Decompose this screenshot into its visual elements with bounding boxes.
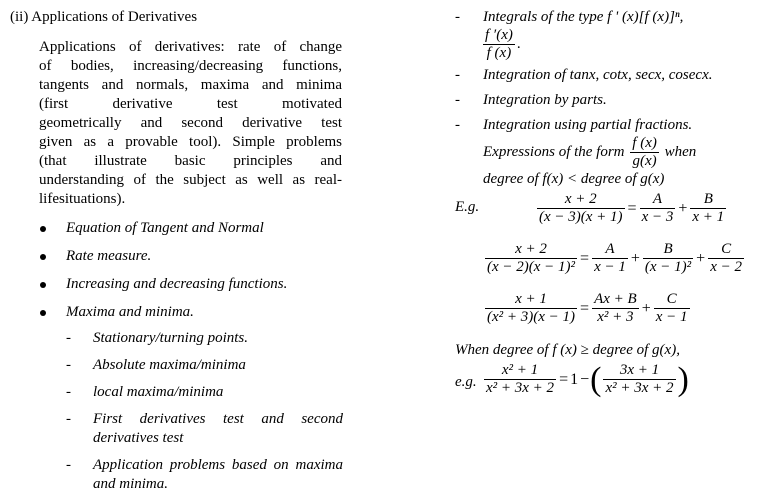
- bullet-dot-icon: [40, 310, 46, 316]
- intro-line: (first derivative test motivated: [39, 96, 342, 112]
- section-heading: (ii) Applications of Derivatives: [10, 9, 198, 25]
- bullet-dot-icon: [40, 282, 46, 288]
- sub-item: - Stationary/turning points.: [66, 330, 249, 346]
- bullet-dot-icon: [40, 226, 46, 232]
- example-equation-2: $\frac{x + 2}{\text{(x − 2)(x − 1)²}}$ = $\frac{A}{x - 1}$ + $\frac{B}{\text{(x − 1)²}}$ + $\frac{C}{x - 2}$: [487, 241, 742, 275]
- trig-integration-item: - Integration of tanx, cotx, secx, cosecx.: [455, 67, 713, 83]
- dash-icon: -: [455, 9, 460, 25]
- when-degree-text: When degree of f (x) ≥ degree of g(x),: [455, 342, 680, 358]
- dash-icon: -: [66, 411, 71, 427]
- intro-line: geometrically and second derivative test: [39, 115, 342, 131]
- right-column: [455, 8, 760, 412]
- dash-icon: -: [455, 67, 460, 83]
- intro-paragraph: [39, 38, 342, 209]
- dash-icon: -: [66, 330, 71, 346]
- intro-line: lifesituations).: [39, 191, 126, 207]
- dash-icon: -: [66, 384, 71, 400]
- example-equation-1: E.g. $\frac{x + 2}{(x - 3)(x + 1)}$ = $\frac{A}{x - 3}$ + $\frac{B}{x + 1}$: [455, 191, 725, 225]
- parts-item: - Integration by parts.: [455, 92, 607, 108]
- sub-item: - Application problems based on maxima and minima.: [66, 457, 343, 492]
- dash-icon: -: [66, 357, 71, 373]
- intro-line: tangents and normals, maxima and minima: [39, 77, 342, 93]
- integrals-item: - Integrals of the type f ' (x)[f (x)]ⁿ, $\frac{f '(x)}{f (x)}$ .: [455, 9, 684, 61]
- intro-line: given as a provable tool). Simple problems: [39, 134, 342, 150]
- sub-item: - Absolute maxima/minima: [66, 357, 246, 373]
- sub-item: - local maxima/minima: [66, 384, 224, 400]
- left-column: [10, 8, 350, 502]
- bullet-item: Increasing and decreasing functions.: [10, 275, 350, 294]
- maxima-sub-list: [10, 329, 350, 494]
- intro-line: understanding of the subject as well as real-: [39, 172, 342, 188]
- intro-line: Applications of derivatives: rate of change: [39, 39, 342, 55]
- intro-line: of bodies, increasing/decreasing functions,: [39, 58, 342, 74]
- bullet-item: Rate measure.: [10, 247, 350, 266]
- dash-icon: -: [455, 92, 460, 108]
- dash-icon: -: [66, 457, 71, 473]
- partial-fractions-item: - Integration using partial fractions. Expressions of the form $\frac{f (x)}{g(x)}$ when degree of f(x) < degree of g(x): [455, 117, 697, 187]
- bullet-item: Maxima and minima.: [10, 303, 350, 322]
- example-equation-4: e.g. $\frac{\text{x² + 1}}{\text{x² + 3x + 2}}$ = 1 −( $\frac{3x + 1}{\text{x² + 3x + 2}}$ ): [455, 360, 689, 398]
- bullet-dot-icon: [40, 254, 46, 260]
- bullet-item: Equation of Tangent and Normal: [10, 219, 350, 238]
- intro-line: (that illustrate basic principles and: [39, 153, 342, 169]
- dash-icon: -: [455, 117, 460, 133]
- topic-bullet-list: [10, 219, 350, 322]
- fraction: $\frac{f (x)}{g(x)}$: [632, 135, 657, 169]
- fraction: $\frac{f '(x)}{f (x)}$: [485, 27, 513, 61]
- example-equation-3: $\frac{x + 1}{\text{(x² + 3)(x − 1)}}$ = $\frac{Ax + B}{\text{x² + 3}}$ + $\frac{C}{x - 1}$: [487, 291, 688, 325]
- sub-item: - First derivatives test and second derivatives test: [66, 411, 343, 446]
